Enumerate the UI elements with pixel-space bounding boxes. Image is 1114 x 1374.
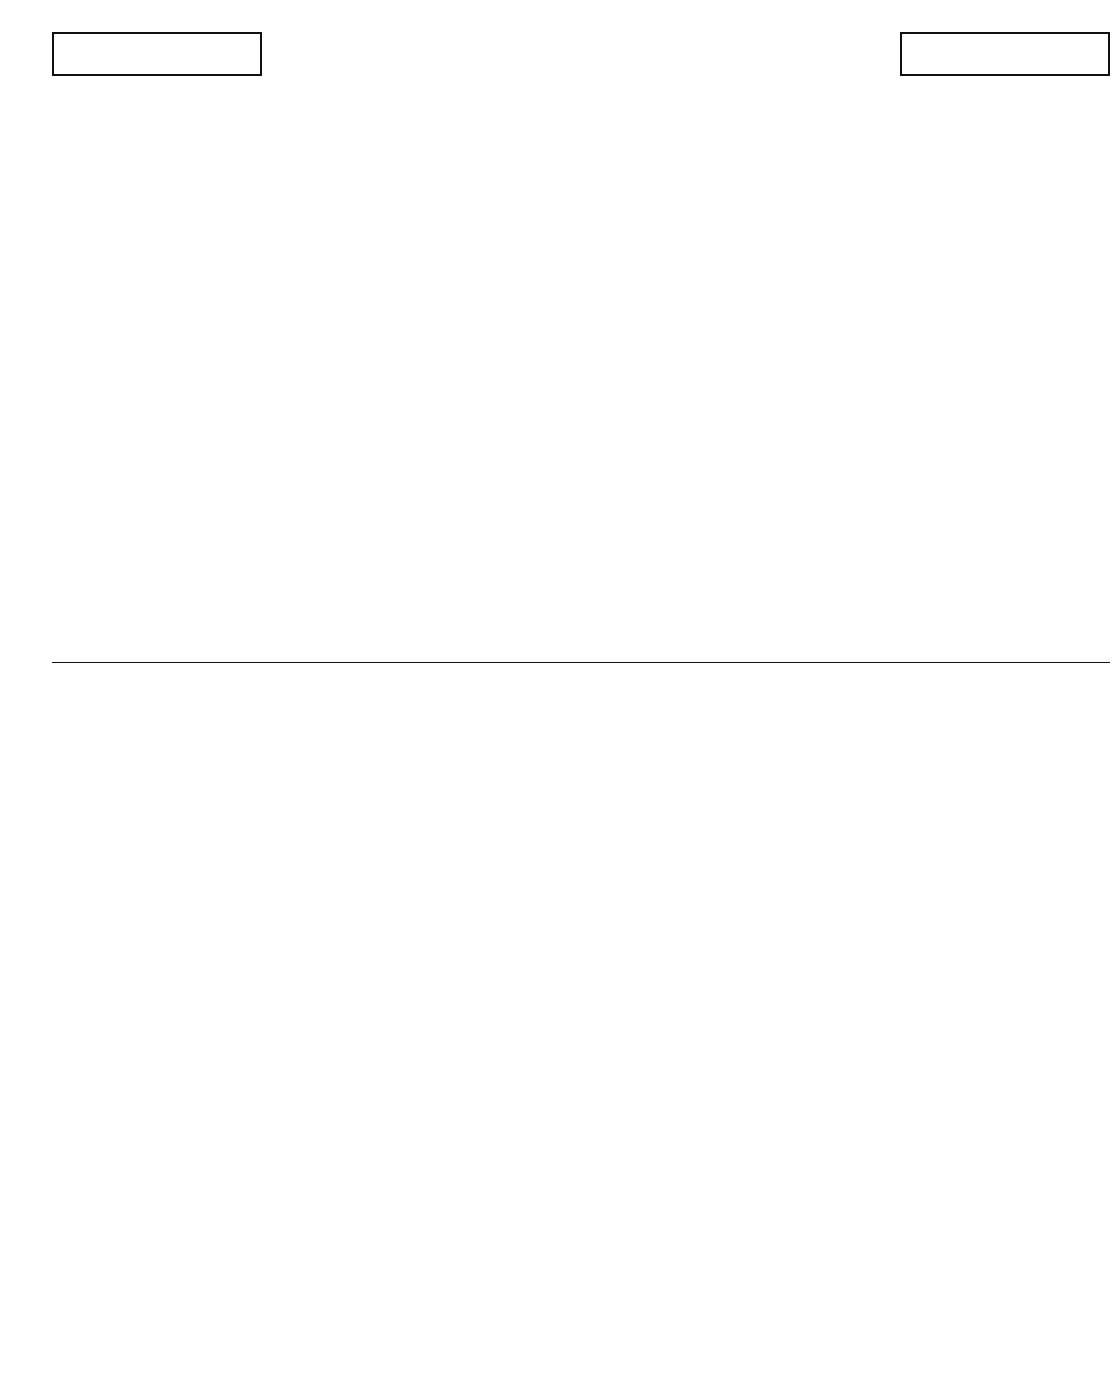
weather-report-note (900, 32, 1110, 76)
section-divider (52, 662, 1110, 663)
yc-stations-section (52, 672, 1110, 1264)
london-news-note (52, 32, 262, 76)
zb-stations-section (52, 86, 1110, 658)
